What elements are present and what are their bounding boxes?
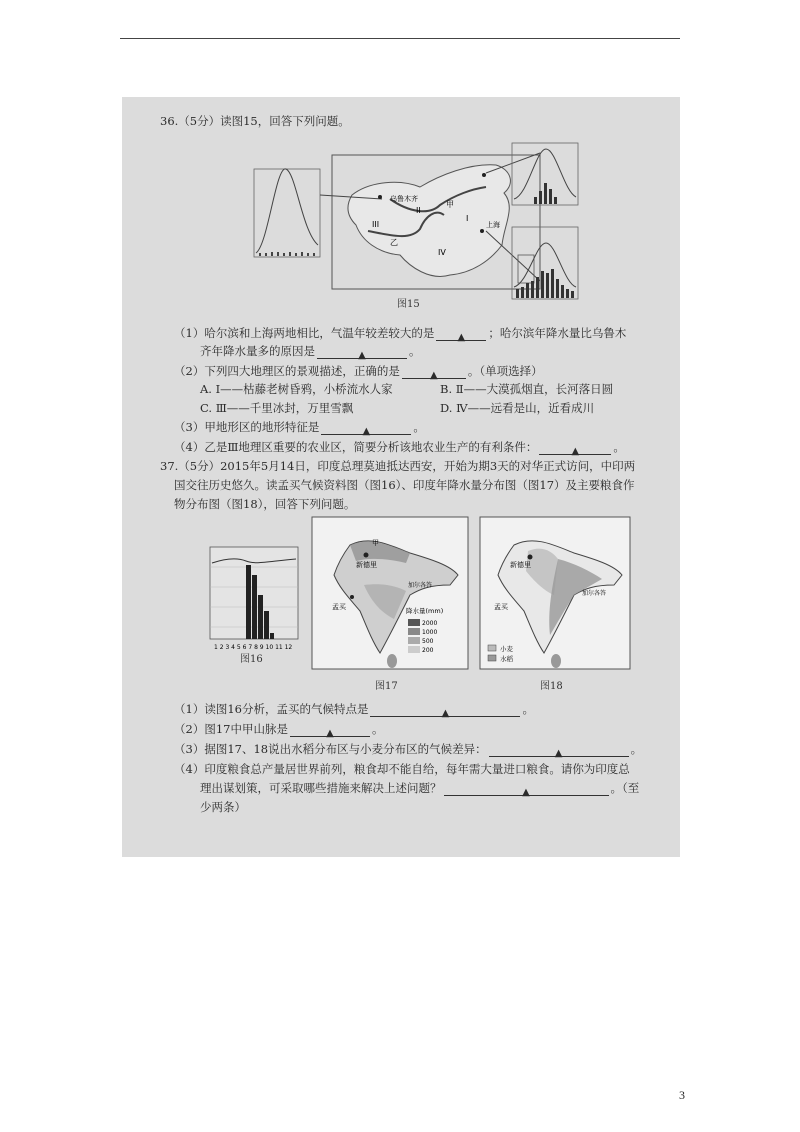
scanned-exam-area [122,97,680,857]
svg-text:小麦: 小麦 [500,645,513,653]
q37-line1: 37.（5分）2015年5月14日，印度总理莫迪抵达西安，开始为期3天的对华正式访问，中印两 [160,459,636,473]
q37-sub2: （2）图17中甲山脉是 ▲ 。 [174,722,384,739]
climate-chart-left [254,169,320,257]
china-map [320,153,540,289]
label-r3: III [372,220,380,229]
svg-text:2000: 2000 [422,620,438,627]
q37-sub4-line3: 少两条） [200,800,246,814]
q36-option-a: A. Ⅰ——枯藤老树昏鸦，小桥流水人家 [200,382,393,396]
q36-option-d: D. Ⅳ——远看是山，近看成川 [440,401,595,415]
q36-option-b: B. Ⅱ——大漠孤烟直，长河落日圆 [440,382,614,396]
header-rule [120,38,680,39]
svg-text:降水量(mm): 降水量(mm) [406,607,444,615]
q37-line3: 物分布图（图18），回答下列问题。 [174,497,356,511]
label-r1: I [466,214,469,223]
q36-sub3: （3）甲地形区的地形特征是 ▲ 。 [174,420,425,437]
figure-17-precip-map [310,515,470,671]
svg-text:1 2 3 4 5 6 7 8 9 10 11 12: 1 2 3 4 5 6 7 8 9 10 11 12 [214,644,293,651]
q37-sub4-line2: 理出谋划策，可采取哪些措施来解决上述问题？ ▲ 。（至 [200,781,640,798]
figure-18-caption: 图18 [540,681,563,692]
answer-blank[interactable]: ▲ [489,744,629,757]
answer-blank[interactable]: ▲ [539,442,611,455]
label-kolkata: 加尔各答 [582,590,607,597]
svg-text:200: 200 [422,647,434,654]
label-mumbai: 孟买 [494,603,508,611]
answer-blank[interactable]: ▲ [290,724,370,737]
q37-sub1: （1）读图16分析，孟买的气候特点是 ▲ 。 [174,702,534,719]
q37-sub3: （3）据图17、18说出水稻分布区与小麦分布区的气候差异： ▲ 。 [174,742,643,759]
label-shanghai: 上海 [486,221,500,229]
svg-text:水稻: 水稻 [500,655,513,663]
figure-16-climate-chart [200,537,310,661]
answer-blank[interactable]: ▲ [321,422,411,435]
label-new-delhi: 新德里 [356,561,377,569]
answer-blank[interactable]: ▲ [317,346,407,359]
label-r4: IV [438,248,446,257]
svg-text:500: 500 [422,638,434,645]
answer-blank[interactable]: ▲ [444,783,609,796]
figure-15-caption: 图15 [397,299,420,310]
label-yi: 乙 [390,238,398,247]
label-jia: 甲 [446,200,454,209]
page-number: 3 [679,1088,685,1102]
q36-sub1-line2: 齐年降水量多的原因是 ▲ 。 [200,344,421,361]
climate-chart-harbin [512,143,578,205]
label-urumqi: 乌鲁木齐 [390,195,418,203]
q37-sub4-line1: （4）印度粮食总产量居世界前列，粮食却不能自给，每年需大量进口粮食。请你为印度总 [174,762,630,776]
label-mumbai: 孟买 [332,603,346,611]
figure-15 [240,135,580,303]
answer-blank[interactable]: ▲ [436,328,486,341]
label-new-delhi: 新德里 [510,561,531,569]
label-r2: II [416,206,421,215]
label-jia: 甲 [372,539,379,547]
svg-text:1000: 1000 [422,629,438,636]
figure-17-caption: 图17 [375,681,398,692]
q36-sub1-line1: （1）哈尔滨和上海两地相比，气温年较差较大的是 ▲ ；哈尔滨年降水量比乌鲁木 [174,326,627,343]
q36-sub4: （4）乙是Ⅲ地理区重要的农业区，简要分析该地农业生产的有利条件： ▲ 。 [174,440,625,457]
q36-option-c: C. Ⅲ——千里冰封，万里雪飘 [200,401,354,415]
answer-blank[interactable]: ▲ [402,366,466,379]
label-kolkata: 加尔各答 [408,582,433,589]
q36-header: 36.（5分）读图15，回答下列问题。 [160,114,350,128]
figure-18-crop-map [478,515,632,671]
figure-16-caption: 图16 [240,654,263,665]
q36-sub2: （2）下列四大地理区的景观描述，正确的是 ▲ 。（单项选择） [174,364,543,381]
q37-line2: 国交往历史悠久。读孟买气候资料图（图16）、印度年降水量分布图（图17）及主要粮食作 [174,478,635,492]
climate-chart-shanghai [512,227,578,299]
answer-blank[interactable]: ▲ [370,704,520,717]
